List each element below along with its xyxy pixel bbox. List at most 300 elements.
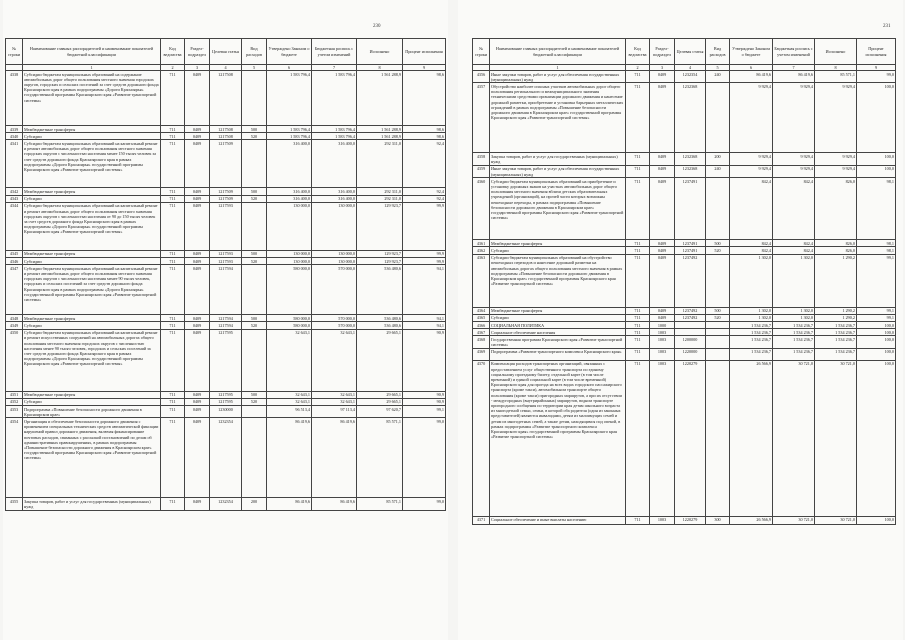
table-row xyxy=(6,418,446,498)
target-item-cell xyxy=(675,322,706,329)
section-code-cell: 0409 xyxy=(185,140,210,188)
executed-amount-cell: 29 665,1 xyxy=(357,398,403,405)
executed-amount-cell: 85 571,1 xyxy=(815,71,857,83)
row-number-cell: 4362 xyxy=(473,247,490,254)
approved-amount-cell: 26 566,9 xyxy=(730,516,773,524)
expense-type-cell: 500 xyxy=(242,391,267,398)
revised-amount-cell: 316 400,0 xyxy=(312,188,357,195)
target-item-cell: 1217508 xyxy=(210,126,242,133)
table-row xyxy=(6,126,446,133)
column-header: Вид расходов xyxy=(242,39,267,65)
description-cell: Закупка товаров, работ и услуг для государственных (муниципальных) нужд xyxy=(490,153,626,165)
description-cell: Субсидии бюджетам муниципальных образований на капитальный ремонт и ремонт автомобильных дорог общего пользования местного значения городских округов с численностью населения менее 150 тысяч человек за счет средств дорожного фонда Красноярского края в рамках подпрограммы «Дороги Красноярья» государственной программы Красноярского края «Развитие транспортной системы» xyxy=(23,140,161,188)
expense-type-cell xyxy=(242,71,267,126)
execution-percent-cell: 99,9 xyxy=(403,258,446,265)
description-cell: Государственная программа Красноярского края «Развитие транспортной системы» xyxy=(490,336,626,348)
approved-amount-cell: 580 000,0 xyxy=(267,322,312,329)
expense-type-cell: 300 xyxy=(706,516,730,524)
table-row xyxy=(473,254,896,307)
table-row xyxy=(6,133,446,140)
row-number-cell: 4341 xyxy=(6,140,23,188)
description-cell: Межбюджетные трансферты xyxy=(23,188,161,195)
target-item-cell: 1217509 xyxy=(210,188,242,195)
approved-amount-cell: 316 400,0 xyxy=(267,195,312,202)
expense-type-cell xyxy=(706,336,730,348)
revised-amount-cell: 130 000,0 xyxy=(312,258,357,265)
column-number-cell: 5 xyxy=(242,65,267,71)
executed-amount-cell: 29 665,1 xyxy=(357,329,403,391)
expense-type-cell: 500 xyxy=(242,315,267,322)
description-cell: Социальное обеспечение и иные выплаты населению xyxy=(490,516,626,524)
row-number-cell: 4370 xyxy=(473,360,490,516)
ministry-code-cell: 711 xyxy=(161,322,185,329)
expense-type-cell xyxy=(706,329,730,336)
row-number-cell: 4345 xyxy=(6,250,23,257)
execution-percent-cell: 90,9 xyxy=(403,329,446,391)
row-number-cell: 4367 xyxy=(473,329,490,336)
approved-amount-cell: 842,4 xyxy=(730,247,773,254)
section-code-cell: 0409 xyxy=(185,265,210,315)
description-cell: Субсидии бюджетам муниципальных образований на капитальный ремонт и ремонт автомобильных дорог общего пользования местного значения городских округов с численностью населения от 90 до 150 тысяч человек за счет средств дорожного фонда Красноярского края в рамках подпрограммы «Дороги Красноярья» государственной программы Красноярского края «Развитие транспортной системы» xyxy=(23,202,161,250)
approved-amount-cell: 1 583 796,4 xyxy=(267,133,312,140)
expense-type-cell: 500 xyxy=(242,250,267,257)
ministry-code-cell: 711 xyxy=(626,254,650,307)
section-code-cell: 1003 xyxy=(650,348,675,360)
row-number-cell: 4360 xyxy=(473,178,490,240)
column-number-cell: 8 xyxy=(815,65,857,71)
ministry-code-cell: 711 xyxy=(161,258,185,265)
revised-amount-cell: 842,4 xyxy=(773,240,815,247)
section-code-cell: 0409 xyxy=(185,498,210,510)
target-item-cell: 1230000 xyxy=(210,406,242,418)
revised-amount-cell: 1 534 236,7 xyxy=(773,322,815,329)
row-number-cell: 4355 xyxy=(6,498,23,510)
section-code-cell: 0409 xyxy=(185,250,210,257)
row-number-cell: 4348 xyxy=(6,315,23,322)
expense-type-cell: 500 xyxy=(706,307,730,314)
revised-amount-cell: 86 419,6 xyxy=(312,498,357,510)
column-number-cell: 1 xyxy=(23,65,161,71)
executed-amount-cell: 1 561 288,9 xyxy=(357,71,403,126)
description-cell: Межбюджетные трансферты xyxy=(23,126,161,133)
expense-type-cell xyxy=(242,202,267,250)
target-item-cell: 1237491 xyxy=(675,247,706,254)
approved-amount-cell: 96 513,4 xyxy=(267,406,312,418)
table-header xyxy=(473,39,896,65)
approved-amount-cell: 1 534 236,7 xyxy=(730,322,773,329)
ministry-code-cell: 711 xyxy=(626,329,650,336)
column-number-cell: 4 xyxy=(675,65,706,71)
ministry-code-cell: 711 xyxy=(626,165,650,177)
column-header: Раздел-подраздел xyxy=(185,39,210,65)
column-number-cell: 6 xyxy=(267,65,312,71)
ministry-code-cell: 711 xyxy=(161,315,185,322)
revised-amount-cell: 842,4 xyxy=(773,247,815,254)
description-cell: Субсидии xyxy=(23,195,161,202)
section-code-cell: 0409 xyxy=(650,240,675,247)
column-header: № строки xyxy=(473,39,490,65)
revised-amount-cell: 1 302,0 xyxy=(773,314,815,321)
column-number-cell: 2 xyxy=(161,65,185,71)
page-number: 230 xyxy=(373,24,381,29)
approved-amount-cell: 1 583 796,4 xyxy=(267,126,312,133)
column-header: Вид расходов xyxy=(706,39,730,65)
expense-type-cell: 240 xyxy=(706,165,730,177)
ministry-code-cell: 711 xyxy=(626,71,650,83)
ministry-code-cell: 711 xyxy=(161,329,185,391)
section-code-cell: 0409 xyxy=(650,165,675,177)
execution-percent-cell: 98,6 xyxy=(403,126,446,133)
row-number-cell: 4356 xyxy=(473,71,490,83)
ministry-code-cell: 711 xyxy=(626,336,650,348)
row-number-cell: 4369 xyxy=(473,348,490,360)
section-code-cell: 0409 xyxy=(185,126,210,133)
expense-type-cell xyxy=(706,360,730,516)
row-number-cell: 4365 xyxy=(473,314,490,321)
table-row xyxy=(6,315,446,322)
budget-table xyxy=(472,38,896,525)
description-cell: Субсидии xyxy=(490,247,626,254)
executed-amount-cell: 1 534 236,7 xyxy=(815,348,857,360)
row-number-cell: 4361 xyxy=(473,240,490,247)
approved-amount-cell: 1 534 236,7 xyxy=(730,336,773,348)
execution-percent-cell: 99,0 xyxy=(403,418,446,498)
approved-amount-cell: 130 000,0 xyxy=(267,202,312,250)
target-item-cell: 1232368 xyxy=(675,83,706,153)
section-code-cell: 0409 xyxy=(650,153,675,165)
column-number-cell: 3 xyxy=(650,65,675,71)
ministry-code-cell: 711 xyxy=(626,307,650,314)
table-row xyxy=(473,314,896,321)
revised-amount-cell: 32 643,1 xyxy=(312,391,357,398)
column-number-cell: 7 xyxy=(773,65,815,71)
section-code-cell: 0409 xyxy=(185,391,210,398)
revised-amount-cell: 30 721,0 xyxy=(773,360,815,516)
execution-percent-cell: 98,1 xyxy=(857,240,896,247)
executed-amount-cell: 292 311,0 xyxy=(357,195,403,202)
column-header: Исполнено xyxy=(815,39,857,65)
target-item-cell: 1217509 xyxy=(210,140,242,188)
revised-amount-cell: 32 643,1 xyxy=(312,398,357,405)
row-number-cell: 4343 xyxy=(6,195,23,202)
section-code-cell: 0409 xyxy=(185,398,210,405)
execution-percent-cell: 92,4 xyxy=(403,140,446,188)
ministry-code-cell: 711 xyxy=(161,133,185,140)
section-code-cell: 0409 xyxy=(650,247,675,254)
table-row xyxy=(6,250,446,257)
expense-type-cell xyxy=(242,140,267,188)
ministry-code-cell: 711 xyxy=(161,188,185,195)
ministry-code-cell: 711 xyxy=(161,202,185,250)
revised-amount-cell: 316 400,0 xyxy=(312,195,357,202)
target-item-cell: 1232368 xyxy=(675,165,706,177)
column-header: Утверждено Законом о бюджете xyxy=(267,39,312,65)
target-item-cell: 1232354 xyxy=(210,418,242,498)
table-row xyxy=(473,360,896,516)
executed-amount-cell: 9 929,4 xyxy=(815,83,857,153)
expense-type-cell: 520 xyxy=(242,195,267,202)
expense-type-cell xyxy=(242,329,267,391)
expense-type-cell xyxy=(706,322,730,329)
description-cell: Субсидии бюджетам муниципальных образований на капитальный ремонт и ремонт искусственных сооружений на автомобильных дорогах общего пользования местного значения городских округов с численностью населения менее 90 тысяч человек, городских и сельских поселений за счет средств дорожного фонда Красноярского края в рамках подпрограммы «Дороги Красноярья» государственной программы Красноярского края «Развитие транспортной системы» xyxy=(23,329,161,391)
budget-table xyxy=(5,38,446,511)
column-header: Наименование главных распорядителей и наименование показателей бюджетной классификации xyxy=(490,39,626,65)
column-header: Процент исполнения xyxy=(857,39,896,65)
approved-amount-cell: 842,4 xyxy=(730,240,773,247)
ministry-code-cell: 711 xyxy=(626,83,650,153)
row-number-cell: 4338 xyxy=(6,71,23,126)
approved-amount-cell: 842,4 xyxy=(730,178,773,240)
expense-type-cell xyxy=(706,254,730,307)
section-code-cell: 0409 xyxy=(185,406,210,418)
ministry-code-cell: 711 xyxy=(626,247,650,254)
revised-amount-cell: 9 929,4 xyxy=(773,153,815,165)
ministry-code-cell: 711 xyxy=(626,153,650,165)
execution-percent-cell: 98,1 xyxy=(857,247,896,254)
target-item-cell: 1200000 xyxy=(675,336,706,348)
ministry-code-cell: 711 xyxy=(626,178,650,240)
document-page-right xyxy=(458,0,903,640)
execution-percent-cell: 100,0 xyxy=(857,336,896,348)
execution-percent-cell: 100,0 xyxy=(857,322,896,329)
target-item-cell: 1217595 xyxy=(210,398,242,405)
executed-amount-cell: 1 534 236,7 xyxy=(815,322,857,329)
expense-type-cell xyxy=(242,265,267,315)
description-cell: Подпрограмма «Развитие транспортного комплекса Красноярского края» xyxy=(490,348,626,360)
target-item-cell: 1217594 xyxy=(210,322,242,329)
column-number-cell: 1 xyxy=(490,65,626,71)
column-number-cell: 3 xyxy=(185,65,210,71)
section-code-cell: 0409 xyxy=(185,188,210,195)
row-number-cell: 4371 xyxy=(473,516,490,524)
execution-percent-cell: 94,1 xyxy=(403,322,446,329)
executed-amount-cell: 85 571,1 xyxy=(357,418,403,498)
description-cell: Социальное обеспечение населения xyxy=(490,329,626,336)
table-header xyxy=(6,39,446,65)
row-number-cell: 4368 xyxy=(473,336,490,348)
section-code-cell: 0409 xyxy=(185,315,210,322)
executed-amount-cell: 1 561 288,9 xyxy=(357,133,403,140)
description-cell: Межбюджетные трансферты xyxy=(490,307,626,314)
description-cell: Межбюджетные трансферты xyxy=(23,250,161,257)
revised-amount-cell: 130 000,0 xyxy=(312,202,357,250)
ministry-code-cell: 711 xyxy=(161,406,185,418)
row-number-cell: 4346 xyxy=(6,258,23,265)
table-row xyxy=(473,307,896,314)
document-page-left xyxy=(3,0,448,640)
description-cell: СОЦИАЛЬНАЯ ПОЛИТИКА xyxy=(490,322,626,329)
row-number-cell: 4364 xyxy=(473,307,490,314)
executed-amount-cell: 1 290,2 xyxy=(815,307,857,314)
approved-amount-cell: 1 302,0 xyxy=(730,307,773,314)
section-code-cell: 0409 xyxy=(185,202,210,250)
table-row xyxy=(6,322,446,329)
description-cell: Субсидии xyxy=(23,133,161,140)
execution-percent-cell: 100,0 xyxy=(857,348,896,360)
target-item-cell: 1220000 xyxy=(675,348,706,360)
row-number-cell: 4339 xyxy=(6,126,23,133)
execution-percent-cell: 99,1 xyxy=(857,307,896,314)
execution-percent-cell: 99,9 xyxy=(403,202,446,250)
description-cell: Подпрограмма «Повышение безопасности дорожного движения в Красноярском крае» xyxy=(23,406,161,418)
revised-amount-cell: 1 534 236,7 xyxy=(773,329,815,336)
table-row xyxy=(6,329,446,391)
column-number-cell: 8 xyxy=(357,65,403,71)
row-number-cell: 4342 xyxy=(6,188,23,195)
row-number-cell: 4350 xyxy=(6,329,23,391)
executed-amount-cell: 129 923,7 xyxy=(357,202,403,250)
target-item-cell: 1237492 xyxy=(675,307,706,314)
column-header: Процент исполнения xyxy=(403,39,446,65)
column-header: Целевая статья xyxy=(675,39,706,65)
execution-percent-cell: 99,1 xyxy=(857,314,896,321)
executed-amount-cell: 536 480,6 xyxy=(357,265,403,315)
description-cell: Обустройство наиболее опасных участков автомобильных дорог общего пользования регионального и межмуниципального значения техническими средствами организации дорожного движения и нанесение дорожной разметки, приобретение и установка барьерных металлических ограждений в рамках подпрограммы «Повышение безопасности дорожного движения в Красноярском крае» государственной программы Красноярского края «Развитие транспортной системы» xyxy=(490,83,626,153)
revised-amount-cell: 570 000,0 xyxy=(312,322,357,329)
description-cell: Иные закупки товаров, работ и услуг для обеспечения государственных (муниципальных) нужд xyxy=(490,71,626,83)
executed-amount-cell: 97 620,7 xyxy=(357,406,403,418)
column-number-cell: 9 xyxy=(857,65,896,71)
row-number-cell: 4349 xyxy=(6,322,23,329)
table-row xyxy=(6,195,446,202)
approved-amount-cell: 86 419,6 xyxy=(730,71,773,83)
table-row xyxy=(6,202,446,250)
target-item-cell: 1217594 xyxy=(210,315,242,322)
expense-type-cell: 240 xyxy=(706,71,730,83)
description-cell: Субсидии бюджетам муниципальных образований на обустройство пешеходных переходов и нанесение дорожной разметки на автомобильных дорогах общего пользования местного значения в рамках подпрограммы «Повышение безопасности дорожного движения в Красноярском крае» государственной программы Красноярского края «Развитие транспортной системы» xyxy=(490,254,626,307)
approved-amount-cell: 86 419,6 xyxy=(267,498,312,510)
ministry-code-cell: 711 xyxy=(626,360,650,516)
description-cell: Иные закупки товаров, работ и услуг для обеспечения государственных (муниципальных) нужд xyxy=(490,165,626,177)
column-header: Код ведомства xyxy=(626,39,650,65)
table-row xyxy=(6,188,446,195)
approved-amount-cell: 1 534 236,7 xyxy=(730,329,773,336)
executed-amount-cell: 29 665,1 xyxy=(357,391,403,398)
executed-amount-cell: 9 929,4 xyxy=(815,165,857,177)
approved-amount-cell: 9 929,4 xyxy=(730,83,773,153)
executed-amount-cell: 30 721,0 xyxy=(815,360,857,516)
section-code-cell: 1003 xyxy=(650,329,675,336)
description-cell: Организация и обеспечение безопасности дорожного движения с применением специальных технических средств автоматической фиксации нарушений правил дорожного движения, включая финансирование почтовых расходов, связанных с рассылкой постановлений по делам об административных правонарушениях, в рамках подпрограммы «Повышение безопасности дорожного движения в Красноярском крае» государственной программы Красноярского края «Развитие транспортной системы» xyxy=(23,418,161,498)
revised-amount-cell: 97 113,4 xyxy=(312,406,357,418)
approved-amount-cell: 1 583 796,4 xyxy=(267,71,312,126)
executed-amount-cell: 1 534 236,7 xyxy=(815,329,857,336)
expense-type-cell: 500 xyxy=(706,240,730,247)
ministry-code-cell: 711 xyxy=(626,516,650,524)
section-code-cell: 0409 xyxy=(185,329,210,391)
execution-percent-cell: 94,1 xyxy=(403,315,446,322)
section-code-cell: 1003 xyxy=(650,516,675,524)
target-item-cell: 1220279 xyxy=(675,516,706,524)
expense-type-cell: 520 xyxy=(242,398,267,405)
approved-amount-cell: 1 302,0 xyxy=(730,314,773,321)
target-item-cell: 1217595 xyxy=(210,391,242,398)
executed-amount-cell: 536 480,6 xyxy=(357,315,403,322)
table-row xyxy=(473,240,896,247)
target-item-cell xyxy=(675,329,706,336)
expense-type-cell xyxy=(706,83,730,153)
ministry-code-cell: 711 xyxy=(626,314,650,321)
column-number-cell: 4 xyxy=(210,65,242,71)
table-row xyxy=(473,165,896,177)
ministry-code-cell: 711 xyxy=(161,195,185,202)
execution-percent-cell: 92,4 xyxy=(403,188,446,195)
approved-amount-cell: 130 000,0 xyxy=(267,258,312,265)
approved-amount-cell: 86 419,6 xyxy=(267,418,312,498)
table-row xyxy=(473,153,896,165)
revised-amount-cell: 9 929,4 xyxy=(773,83,815,153)
section-code-cell: 0409 xyxy=(185,71,210,126)
expense-type-cell: 520 xyxy=(706,314,730,321)
table-row xyxy=(6,498,446,510)
column-header: Наименование главных распорядителей и наименование показателей бюджетной классификации xyxy=(23,39,161,65)
column-header: Исполнено xyxy=(357,39,403,65)
expense-type-cell xyxy=(242,406,267,418)
section-code-cell: 1003 xyxy=(650,336,675,348)
revised-amount-cell: 1 534 236,7 xyxy=(773,348,815,360)
table-body xyxy=(473,65,896,525)
row-number-cell: 4354 xyxy=(6,418,23,498)
section-code-cell: 0409 xyxy=(185,133,210,140)
target-item-cell: 1217595 xyxy=(210,329,242,391)
execution-percent-cell: 99,1 xyxy=(403,406,446,418)
table-row xyxy=(6,258,446,265)
section-code-cell: 0409 xyxy=(650,314,675,321)
column-number-cell: 9 xyxy=(403,65,446,71)
expense-type-cell: 520 xyxy=(242,322,267,329)
execution-percent-cell: 99,0 xyxy=(857,71,896,83)
target-item-cell: 1237491 xyxy=(675,240,706,247)
target-item-cell: 1237491 xyxy=(675,178,706,240)
table-row xyxy=(473,336,896,348)
section-code-cell: 0409 xyxy=(650,178,675,240)
revised-amount-cell: 316 400,0 xyxy=(312,140,357,188)
description-cell: Межбюджетные трансферты xyxy=(23,315,161,322)
approved-amount-cell: 1 302,0 xyxy=(730,254,773,307)
execution-percent-cell: 98,6 xyxy=(403,71,446,126)
table-row xyxy=(473,348,896,360)
executed-amount-cell: 1 290,2 xyxy=(815,314,857,321)
row-number-cell: 4359 xyxy=(473,165,490,177)
ministry-code-cell: 711 xyxy=(161,398,185,405)
revised-amount-cell: 30 721,0 xyxy=(773,516,815,524)
row-number-cell: 4351 xyxy=(6,391,23,398)
description-cell: Компенсация расходов транспортных организаций, связанных с предоставлением услуг общественного транспорта по единому социальному проездному билету, отдельной карте (в том числе временной) и единой социальной карте (в том числе временной) Красноярского края для проезда на всех видах городского пассажирского транспорта (кроме такси), автомобильном транспорте общего пользования (кроме такси) пригородных маршрутов, а при их отсутствии - междугородных (внутрирайонных) маршрутов, водном транспорте пригородного сообщения по территории края детям школьного возраста из многодетной семьи, семьи, в которой оба родителя (один из законных представителей) являются инвалидами, детям из малоимущих семей и детям из многодетных семей, а также детям, находящимся под опекой, в рамках подпрограммы «Развитие транспортного комплекса Красноярского края» государственной программы Красноярского края «Развитие транспортной системы» xyxy=(490,360,626,516)
row-number-cell: 4340 xyxy=(6,133,23,140)
execution-percent-cell: 94,1 xyxy=(403,265,446,315)
execution-percent-cell: 98,6 xyxy=(403,133,446,140)
expense-type-cell: 500 xyxy=(242,188,267,195)
revised-amount-cell: 570 000,0 xyxy=(312,315,357,322)
description-cell: Субсидии бюджетам муниципальных образований на приобретение и установку дорожных знаков на участках автомобильных дорог общего пользования местного значения вблизи детских образовательных учреждений (организаций), на прочей части которых возможны пешеходные переходы, в рамках подпрограммы «Повышение безопасности дорожного движения в Красноярском крае» государственной программы Красноярского края «Развитие транспортной системы» xyxy=(490,178,626,240)
description-cell: Субсидии xyxy=(23,398,161,405)
table-row xyxy=(473,71,896,83)
ministry-code-cell: 711 xyxy=(161,140,185,188)
table-row xyxy=(473,83,896,153)
row-number-cell: 4344 xyxy=(6,202,23,250)
approved-amount-cell: 1 534 236,7 xyxy=(730,348,773,360)
description-cell: Субсидии xyxy=(490,314,626,321)
table-row xyxy=(473,247,896,254)
executed-amount-cell: 826,0 xyxy=(815,247,857,254)
approved-amount-cell: 316 400,0 xyxy=(267,140,312,188)
section-code-cell: 0409 xyxy=(650,71,675,83)
column-header: Целевая статья xyxy=(210,39,242,65)
execution-percent-cell: 100,0 xyxy=(857,360,896,516)
section-code-cell: 1000 xyxy=(650,322,675,329)
column-number-cell: 7 xyxy=(312,65,357,71)
revised-amount-cell: 86 419,6 xyxy=(312,418,357,498)
